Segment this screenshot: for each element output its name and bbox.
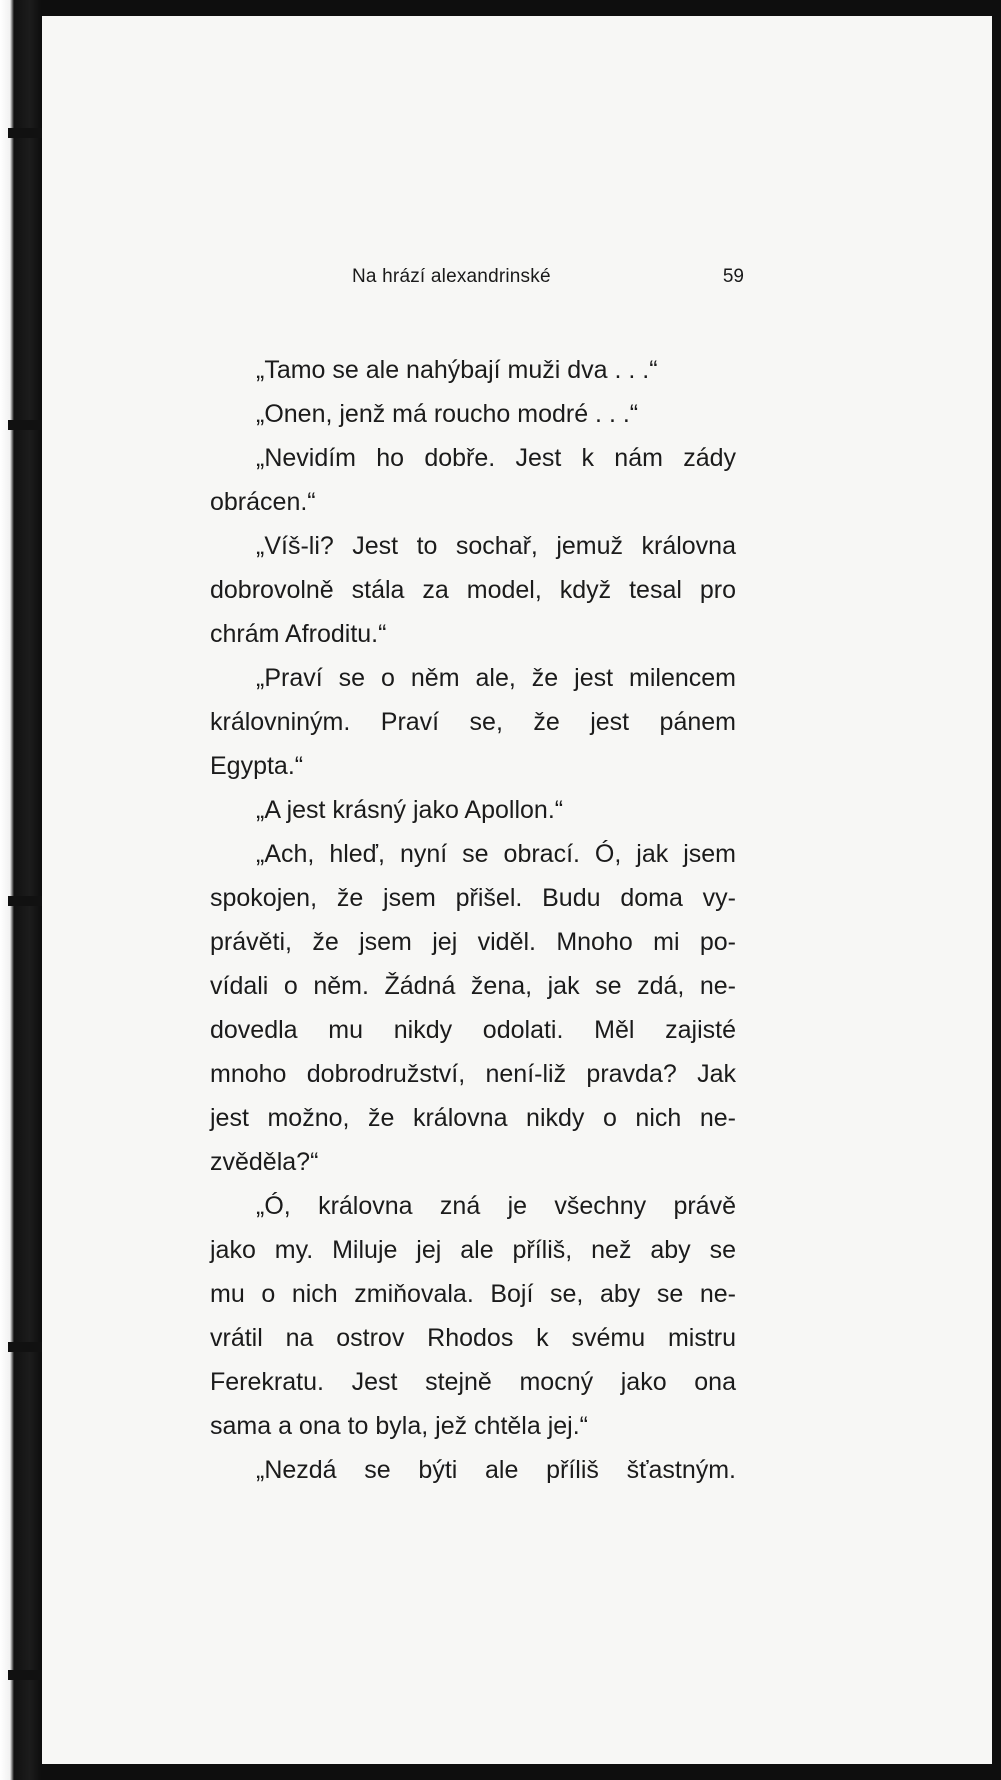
running-head-title: Na hrází alexandrinské [352, 266, 551, 287]
text-line: „Ach, hleď, nyní se obrací. Ó, jak jsem [256, 840, 736, 868]
text-line: královniným. Praví se, že jest pánem [210, 708, 736, 736]
text-line: „Víš-li? Jest to sochař, jemuž královna [256, 532, 736, 560]
text-line: sama a ona to byla, jež chtěla jej.“ [210, 1412, 588, 1440]
page-number: 59 [722, 266, 744, 287]
text-line: „Praví se o něm ale, že jest milencem [256, 664, 736, 692]
text-line: jest možno, že královna nikdy o nich ne- [210, 1104, 736, 1132]
text-line: obrácen.“ [210, 488, 316, 516]
binding-mark [8, 128, 42, 138]
text-line: mu o nich zmiňovala. Bojí se, aby se ne- [210, 1280, 736, 1308]
text-line: Ferekratu. Jest stejně mocný jako ona [210, 1368, 736, 1396]
text-line: jako my. Miluje jej ale příliš, než aby se [210, 1236, 736, 1264]
text-line: chrám Afroditu.“ [210, 620, 387, 648]
text-line: „Nezdá se býti ale příliš šťastným. [256, 1456, 736, 1484]
text-line: zvěděla?“ [210, 1148, 319, 1176]
text-line: spokojen, že jsem přišel. Budu doma vy- [210, 884, 736, 912]
text-line: „Ó, královna zná je všechny právě [256, 1192, 736, 1220]
text-line: mnoho dobrodružství, není-liž pravda? Jak [210, 1060, 736, 1088]
text-line: „A jest krásný jako Apollon.“ [256, 796, 564, 824]
text-line: „Onen, jenž má roucho modré . . .“ [256, 400, 639, 428]
running-head [312, 266, 744, 296]
text-line: dovedla mu nikdy odolati. Měl zajisté [210, 1016, 736, 1044]
binding-mark [8, 1670, 42, 1680]
binding-mark [8, 420, 42, 430]
text-line: dobrovolně stála za model, když tesal pro [210, 576, 736, 604]
text-line: „Nevidím ho dobře. Jest k nám zády [256, 444, 736, 472]
text-line: právěti, že jsem jej viděl. Mnoho mi po- [210, 928, 736, 956]
binding-mark [8, 1342, 42, 1352]
text-line: vídali o něm. Žádná žena, jak se zdá, ne- [210, 972, 736, 1000]
text-line: Egypta.“ [210, 752, 304, 780]
body-text [210, 348, 736, 1492]
binding-mark [8, 896, 42, 906]
text-line: vrátil na ostrov Rhodos k svému mistru [210, 1324, 736, 1352]
text-line: „Tamo se ale nahýbají muži dva . . .“ [256, 356, 658, 384]
book-binding-edge [0, 0, 42, 1780]
